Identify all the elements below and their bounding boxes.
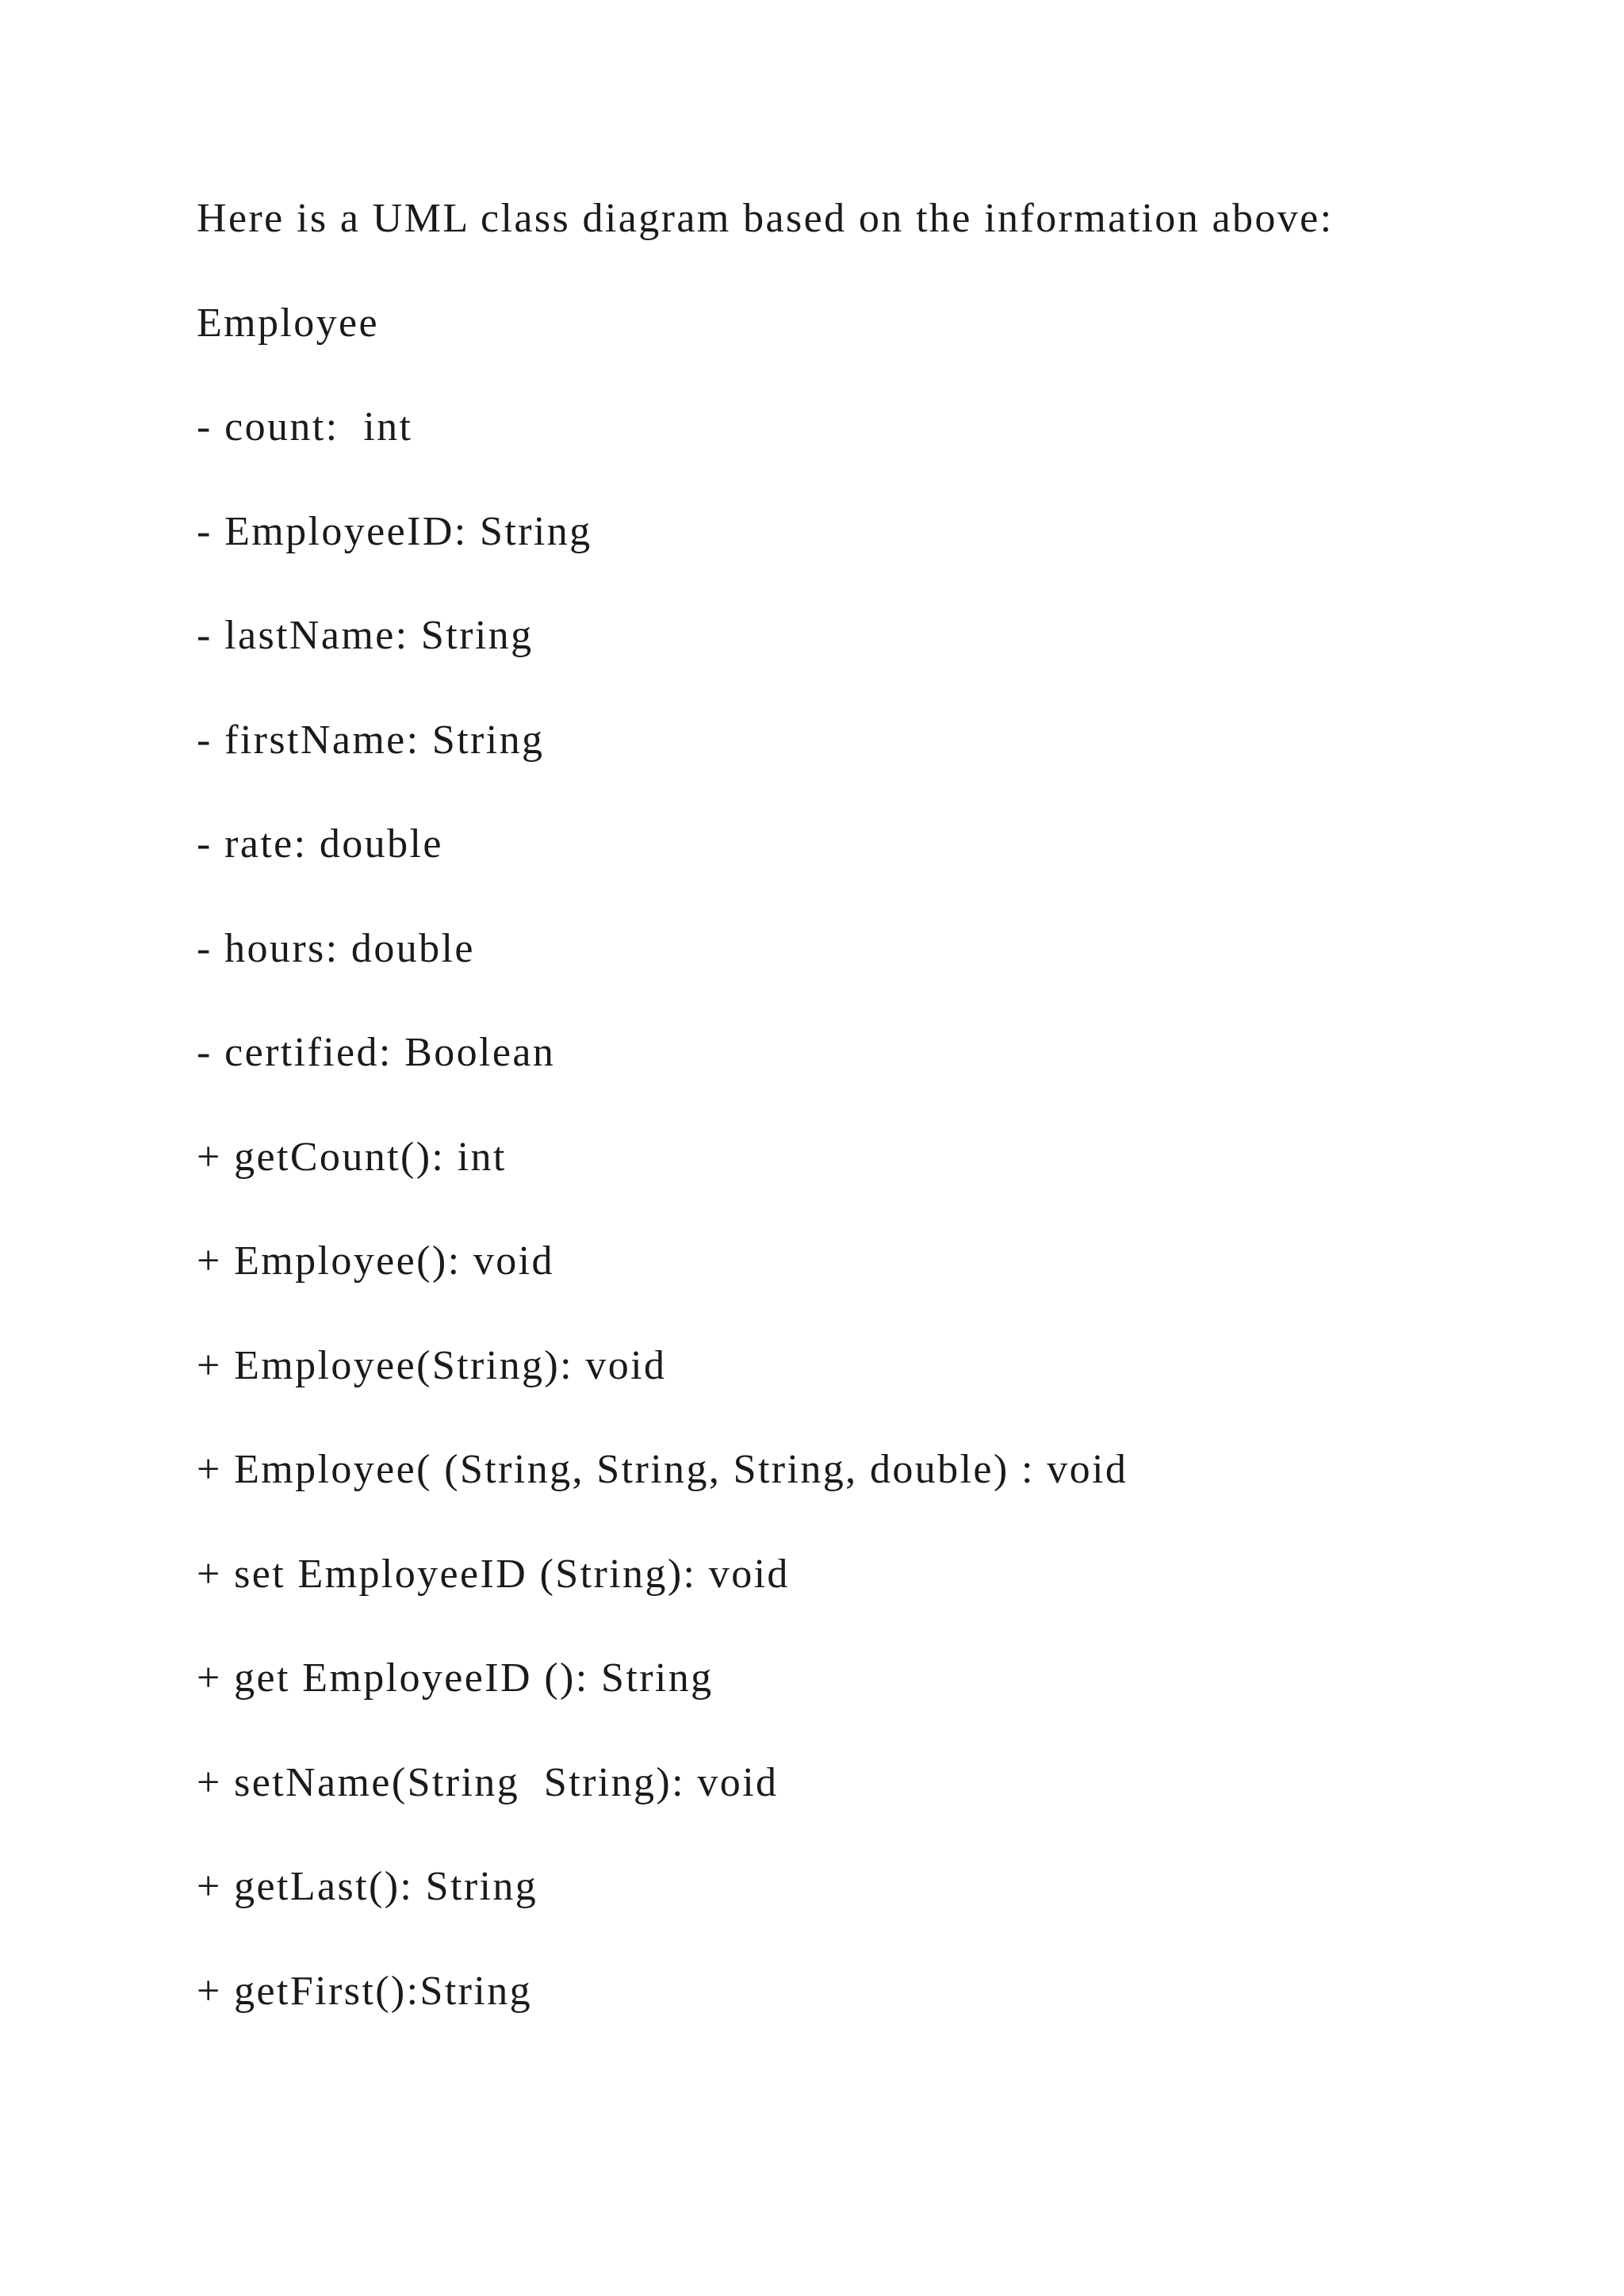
class-name: Employee [197,300,380,346]
attribute-line: - hours: double [197,925,475,971]
method-line: + getCount(): int [197,1134,507,1180]
attribute-line: - certified: Boolean [197,1030,556,1075]
attribute-line: - EmployeeID: String [197,508,592,554]
method-line: + Employee(): void [197,1238,554,1284]
document-body [197,190,1545,2067]
method-line: + Employee( (String, String, String, double) : void [197,1447,1128,1492]
method-line: + getFirst():String [197,1968,533,2014]
method-line: + getLast(): String [197,1864,538,1909]
attribute-line: - lastName: String [197,613,534,658]
attribute-line: - count: int [197,404,413,450]
attribute-line: - firstName: String [197,717,545,763]
intro-text: Here is a UML class diagram based on the information above: [197,196,1334,241]
method-line: + Employee(String): void [197,1342,667,1388]
method-line: + setName(String String): void [197,1759,779,1805]
method-line: + set EmployeeID (String): void [197,1551,790,1597]
method-line: + get EmployeeID (): String [197,1655,714,1701]
attribute-line: - rate: double [197,821,443,867]
